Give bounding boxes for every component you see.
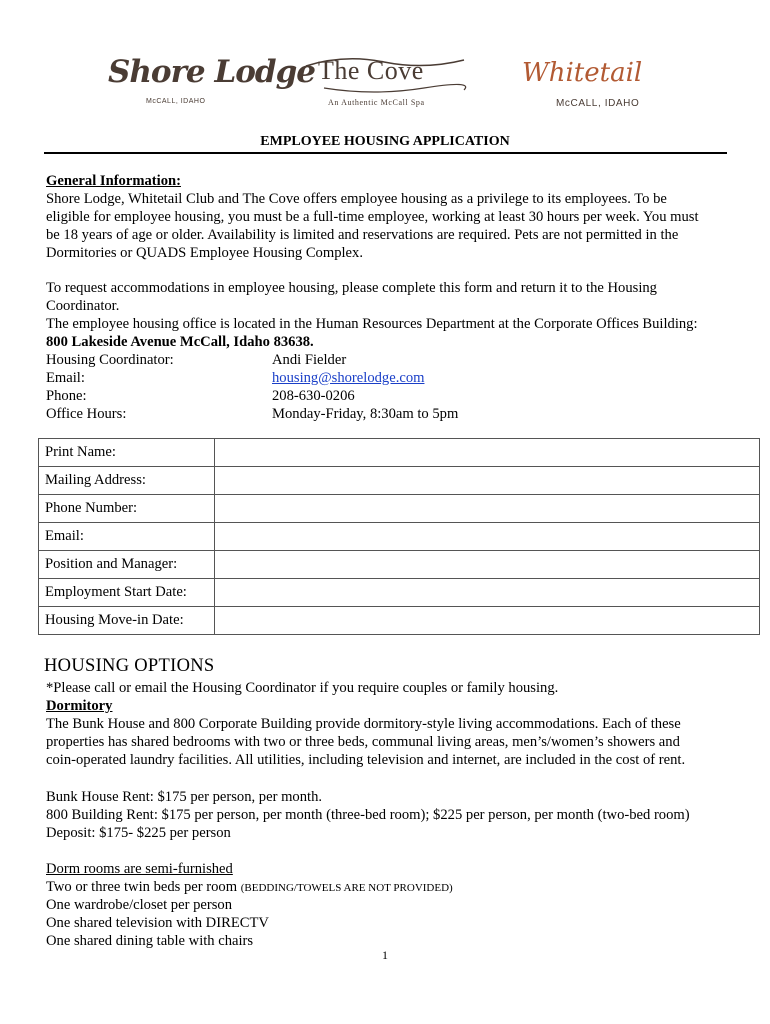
contact-label: Email: — [46, 370, 85, 386]
contact-label: Office Hours: — [46, 406, 127, 422]
whitetail-logo-text: Whitetail — [522, 58, 643, 88]
the-cove-logo — [304, 52, 474, 114]
dorm-line: properties has shared bedrooms with two or three beds, communal living areas, men’s/women’s showers and — [46, 734, 680, 750]
form-label: Email: — [39, 523, 215, 551]
request-line: Coordinator. — [46, 298, 120, 314]
general-info-line: be 18 years of age or older. Availability is limited and reservations are required. Pets are not permitted in the — [46, 227, 679, 243]
position-manager-field[interactable] — [215, 551, 760, 579]
email-field[interactable] — [215, 523, 760, 551]
contact-value: Andi Fielder — [272, 352, 347, 368]
shore-lodge-logo — [104, 52, 315, 112]
mailing-address-field[interactable] — [215, 467, 760, 495]
general-info-line: eligible for employee housing, you must be a full-time employee, working at least 30 hours per week. You must — [46, 209, 699, 225]
the-cove-logo-sub: An Authentic McCall Spa — [328, 98, 425, 107]
form-label: Print Name: — [39, 439, 215, 467]
form-row — [39, 607, 760, 635]
form-label: Position and Manager: — [39, 551, 215, 579]
rent-line: Deposit: $175- $225 per person — [46, 825, 231, 841]
furnish-line: One shared television with DIRECTV — [46, 915, 269, 931]
page-number: 1 — [382, 948, 388, 962]
housing-email-link[interactable]: housing@shorelodge.com — [272, 370, 425, 386]
form-row — [39, 439, 760, 467]
contact-row-hours — [46, 405, 726, 423]
furnish-line: One shared dining table with chairs — [46, 933, 254, 949]
form-row — [39, 495, 760, 523]
housing-options-heading: HOUSING OPTIONS — [44, 656, 215, 676]
shore-lodge-logo-text: Shore Lodge — [108, 54, 315, 90]
bedding-note: (BEDDING/TOWELS ARE NOT PROVIDED) — [240, 882, 453, 894]
general-info-heading: General Information: — [46, 173, 181, 189]
dormitory-heading: Dormitory — [46, 698, 113, 714]
rent-line: Bunk House Rent: $175 per person, per month. — [46, 789, 323, 805]
application-form-table — [38, 438, 760, 635]
whitetail-logo-sub: McCALL, IDAHO — [556, 98, 640, 109]
whitetail-logo — [516, 54, 666, 114]
phone-number-field[interactable] — [215, 495, 760, 523]
dorm-line: coin-operated laundry facilities. All utilities, including television and internet, are included in the cost of rent. — [46, 752, 686, 768]
furnish-line — [46, 878, 453, 897]
title-divider — [44, 152, 727, 154]
contact-value: 208-630-0206 — [272, 388, 355, 404]
contact-row-coordinator — [46, 351, 726, 369]
print-name-field[interactable] — [215, 439, 760, 467]
request-line: To request accommodations in employee housing, please complete this form and return it to the Housing — [46, 280, 657, 296]
request-line: The employee housing office is located in the Human Resources Department at the Corporate Offices Building: — [46, 316, 698, 332]
shore-lodge-logo-sub: McCALL, IDAHO — [146, 98, 206, 105]
furnish-line: One wardrobe/closet per person — [46, 897, 232, 913]
contact-row-email — [46, 369, 726, 387]
form-row — [39, 579, 760, 607]
general-info-line: Dormitories or QUADS Employee Housing Complex. — [46, 245, 363, 261]
rent-line: 800 Building Rent: $175 per person, per month (three-bed room); $225 per person, per month (two-bed room) — [46, 807, 690, 823]
housing-note: *Please call or email the Housing Coordinator if you require couples or family housing. — [46, 680, 559, 696]
contact-label: Phone: — [46, 388, 87, 404]
contact-row-phone — [46, 387, 726, 405]
contact-value: Monday-Friday, 8:30am to 5pm — [272, 406, 459, 422]
employment-start-date-field[interactable] — [215, 579, 760, 607]
dorm-line: The Bunk House and 800 Corporate Building provide dormitory-style living accommodations. Each of these — [46, 716, 681, 732]
form-row — [39, 467, 760, 495]
office-address: 800 Lakeside Avenue McCall, Idaho 83638. — [46, 334, 314, 350]
form-label: Housing Move-in Date: — [39, 607, 215, 635]
form-label: Phone Number: — [39, 495, 215, 523]
semi-furnished-heading: Dorm rooms are semi-furnished — [46, 861, 233, 877]
form-label: Mailing Address: — [39, 467, 215, 495]
beds-text: Two or three twin beds per room — [46, 879, 238, 895]
form-row — [39, 523, 760, 551]
move-in-date-field[interactable] — [215, 607, 760, 635]
the-cove-logo-text: The Cove — [318, 56, 424, 85]
form-label: Employment Start Date: — [39, 579, 215, 607]
form-row — [39, 551, 760, 579]
contact-label: Housing Coordinator: — [46, 352, 174, 368]
document-title: EMPLOYEE HOUSING APPLICATION — [260, 134, 510, 149]
general-info-line: Shore Lodge, Whitetail Club and The Cove offers employee housing as a privilege to its employees. To be — [46, 191, 667, 207]
